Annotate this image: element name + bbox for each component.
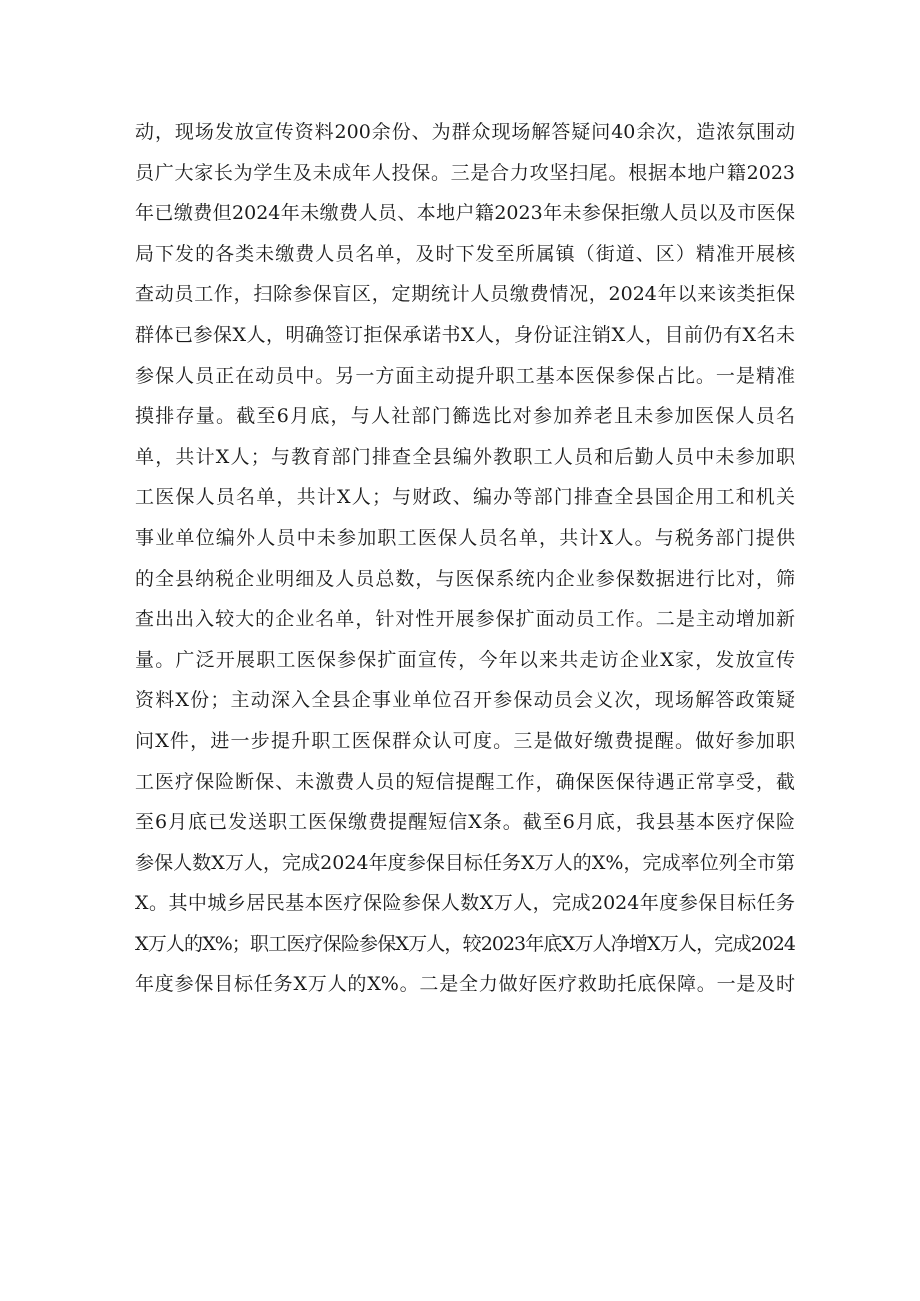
text-line: 问X件，进一步提升职工医保群众认可度。三是做好缴费提醒。做好参加职	[135, 729, 795, 752]
text-line: X万人的X%；职工医疗保险参保X万人，较2023年底X万人净增X万人，完成2024	[135, 932, 795, 955]
text-line: 查动员工作，扫除参保盲区，定期统计人员缴费情况，2024年以来该类拒保	[135, 283, 795, 306]
text-line: 局下发的各类未缴费人员名单，及时下发至所属镇（街道、区）精准开展核	[135, 242, 795, 265]
text-line: 参保人员正在动员中。另一方面主动提升职工基本医保参保占比。一是精准	[135, 364, 795, 387]
text-line: 的全县纳税企业明细及人员总数，与医保系统内企业参保数据进行比对，筛	[135, 567, 795, 590]
text-line: 工医保人员名单，共计X人；与财政、编办等部门排查全县国企用工和机关	[135, 486, 795, 509]
body-text	[135, 112, 795, 1005]
text-line: 单，共计X人；与教育部门排查全县编外教职工人员和后勤人员中未参加职	[135, 445, 795, 468]
text-line: 员广大家长为学生及未成年人投保。三是合力攻坚扫尾。根据本地户籍2023	[135, 161, 795, 184]
text-line: 动，现场发放宣传资料200余份、为群众现场解答疑问40余次，造浓氛围动	[135, 121, 795, 143]
text-line: 至6月底已发送职工医保缴费提醒短信X条。截至6月底，我县基本医疗保险	[135, 811, 795, 834]
text-line: 年度参保目标任务X万人的X%。二是全力做好医疗救助托底保障。一是及时	[135, 973, 795, 996]
text-line: X。其中城乡居民基本医疗保险参保人数X万人，完成2024年度参保目标任务	[135, 892, 795, 915]
text-line: 工医疗保险断保、未激费人员的短信提醒工作，确保医保待遇正常享受，截	[135, 770, 795, 793]
text-line: 群体已参保X人，明确签订拒保承诺书X人，身份证注销X人，目前仍有X名未	[135, 323, 795, 346]
text-line: 资料X份；主动深入全县企事业单位召开参保动员会义次，现场解答政策疑	[135, 689, 795, 712]
text-line: 摸排存量。截至6月底，与人社部门籂选比对参加养老且未参加医保人员名	[135, 405, 795, 428]
text-line: 查出出入较大的企业名单，针对性开展参保扩面动员工作。二是主动增加新	[135, 608, 795, 631]
text-line: 事业单位编外人员中未参加职工医保人员名单，共计X人。与税务部门提供	[135, 526, 795, 549]
text-line: 年已缴费但2024年未缴费人员、本地户籍2023年未参保拒缴人员以及市医保	[135, 202, 795, 225]
text-line: 参保人数X万人，完成2024年度参保目标任务X万人的X%，完成率位列全市第	[135, 851, 795, 874]
text-line: 量。广泛开展职工医保参保扩面宣传，今年以来共走访企业X家，发放宣传	[135, 648, 795, 671]
